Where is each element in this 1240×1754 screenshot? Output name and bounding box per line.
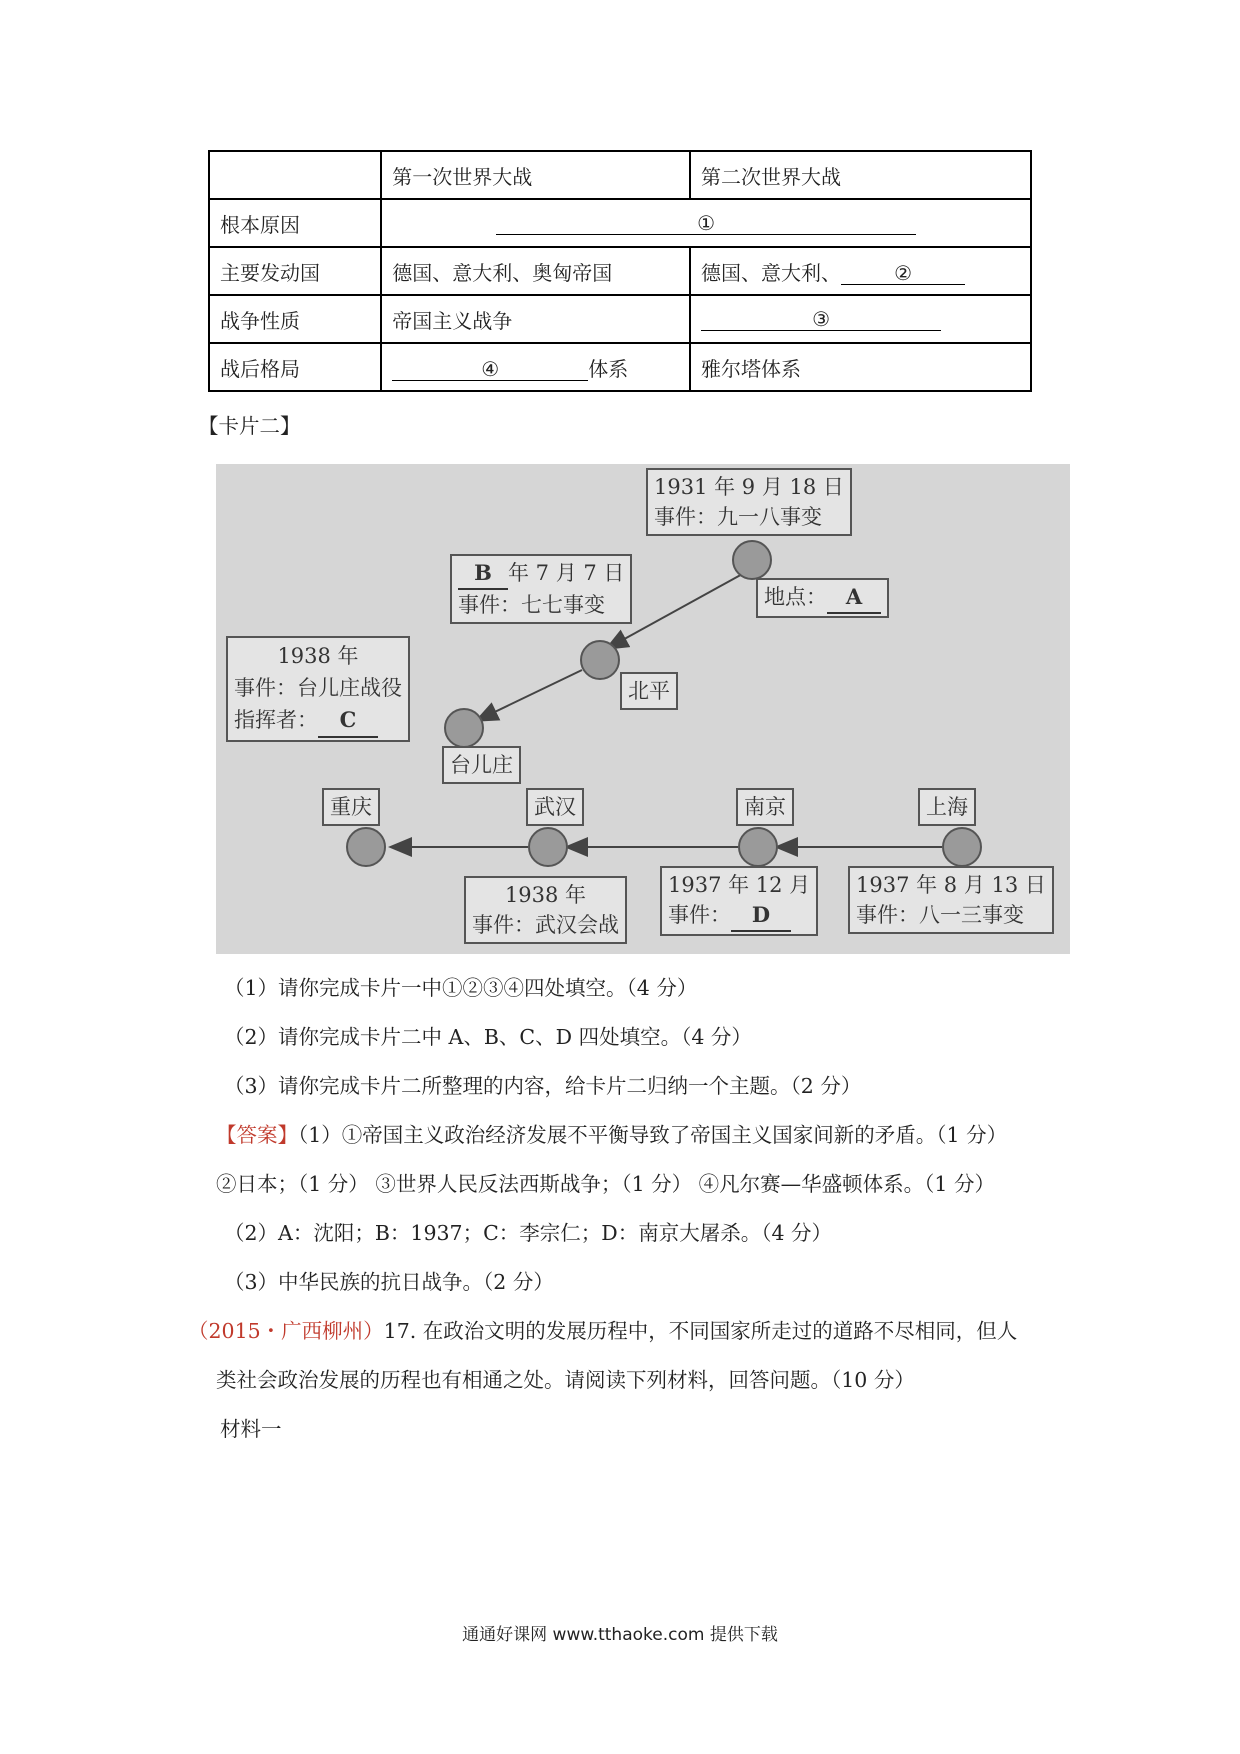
wuhan-event: 事件：武汉会战 (472, 913, 619, 937)
row-label: 主要发动国 (209, 247, 381, 295)
blank-d: D (731, 900, 791, 932)
node-wuhan (529, 828, 567, 866)
tai-year: 1938 年 (277, 644, 359, 668)
label-nanjing: 南京 (736, 788, 794, 826)
card2-diagram (216, 464, 1070, 954)
cell-prefix: 德国、意大利、 (701, 260, 842, 285)
box-wuhan-battle (464, 876, 627, 944)
label-shanghai: 上海 (918, 788, 976, 826)
box-918-event: 事件：九一八事变 (654, 505, 822, 529)
blank-a: A (827, 582, 881, 614)
place-label: 地点： (764, 585, 827, 609)
merged-cell (381, 199, 1031, 247)
cell (381, 343, 690, 391)
label-beiping: 北平 (620, 672, 678, 710)
table-row (209, 247, 1031, 295)
box-77-event: 事件：七七事变 (458, 593, 605, 617)
blank-c: C (318, 704, 378, 738)
tai-commander (234, 704, 402, 738)
node-shanghai (943, 828, 981, 866)
table-header-cell: 第二次世界大战 (690, 151, 1031, 199)
arrow-beiping-taierzhuang (478, 670, 582, 720)
table-header-cell: 第一次世界大战 (381, 151, 690, 199)
box-77 (450, 554, 632, 624)
row-label: 根本原因 (209, 199, 381, 247)
question-3: （3）请你完成卡片二所整理的内容，给卡片二归纳一个主题。（2 分） (224, 1074, 862, 1098)
cell-suffix: 体系 (588, 356, 629, 381)
card2-title: 【卡片二】 (198, 414, 301, 438)
tai-event: 事件：台儿庄战役 (234, 676, 402, 700)
nanjing-event (668, 900, 810, 932)
answer-line-2: ②日本；（1 分） ③世界人民反法西斯战争；（1 分） ④凡尔赛—华盛顿体系。（1 分） (216, 1172, 995, 1196)
box-918 (646, 468, 852, 536)
nanjing-date: 1937 年 12 月 (668, 873, 811, 897)
question-2: （2）请你完成卡片二中 A、B、C、D 四处填空。（4 分） (224, 1025, 752, 1049)
answer-line-4: （3）中华民族的抗日战争。（2 分） (224, 1270, 554, 1294)
wuhan-year: 1938 年 (504, 883, 587, 907)
box-77-date-text: 年 7 月 7 日 (508, 561, 625, 585)
blank-4: ④ (392, 358, 588, 381)
answer-line-3: （2）A：沈阳；B：1937；C：李宗仁；D：南京大屠杀。（4 分） (224, 1221, 833, 1245)
table-header-cell (209, 151, 381, 199)
box-nanjing-event (660, 866, 818, 936)
blank-2: ② (841, 262, 965, 285)
tai-cmd-label: 指挥者： (234, 708, 318, 732)
cell (690, 247, 1031, 295)
q17-line-2: 类社会政治发展的历程也有相通之处。请阅读下列材料，回答问题。（10 分） (216, 1368, 915, 1392)
q17-material: 材料一 (220, 1417, 282, 1441)
box-shanghai-event (848, 866, 1054, 934)
cell: 雅尔塔体系 (690, 343, 1031, 391)
label-taierzhuang: 台儿庄 (442, 746, 521, 784)
cell (690, 295, 1031, 343)
node-chongqing (347, 828, 385, 866)
page-footer: 通通好课网 www.tthaoke.com 提供下载 (462, 1625, 778, 1645)
box-918-date: 1931 年 9 月 18 日 (654, 475, 844, 499)
box-taierzhuang-battle (226, 636, 410, 742)
row-label: 战后格局 (209, 343, 381, 391)
q17-line-1 (188, 1317, 1017, 1345)
blank-1: ① (496, 212, 916, 235)
blank-3: ③ (701, 308, 941, 331)
table-header-row (209, 151, 1031, 199)
answer-tag: 【答案】 (216, 1123, 298, 1147)
q17-source: （2015・广西柳州） (188, 1319, 384, 1343)
node-shenyang (733, 541, 771, 579)
q17-line-1-text: 17. 在政治文明的发展历程中，不同国家所走过的道路不尽相同，但人 (383, 1319, 1018, 1343)
table-row (209, 199, 1031, 247)
label-chongqing: 重庆 (322, 788, 380, 826)
label-wuhan: 武汉 (526, 788, 584, 826)
answer-line-1-text: （1）①帝国主义政治经济发展不平衡导致了帝国主义国家间新的矛盾。（1 分） (298, 1123, 1008, 1147)
row-label: 战争性质 (209, 295, 381, 343)
shanghai-date: 1937 年 8 月 13 日 (856, 873, 1046, 897)
question-1: （1）请你完成卡片一中①②③④四处填空。（4 分） (224, 976, 698, 1000)
answer-line-1 (216, 1121, 1007, 1149)
node-taierzhuang (445, 709, 483, 747)
shanghai-event: 事件：八一三事变 (856, 903, 1024, 927)
cell: 帝国主义战争 (381, 295, 690, 343)
box-place (756, 578, 889, 618)
table-row (209, 343, 1031, 391)
node-beiping (581, 641, 619, 679)
comparison-table (208, 150, 1032, 392)
table-row (209, 295, 1031, 343)
cell: 德国、意大利、奥匈帝国 (381, 247, 690, 295)
node-nanjing (739, 828, 777, 866)
box-77-date (458, 558, 624, 590)
blank-b: B (458, 558, 508, 590)
nanjing-event-label: 事件： (668, 903, 731, 927)
